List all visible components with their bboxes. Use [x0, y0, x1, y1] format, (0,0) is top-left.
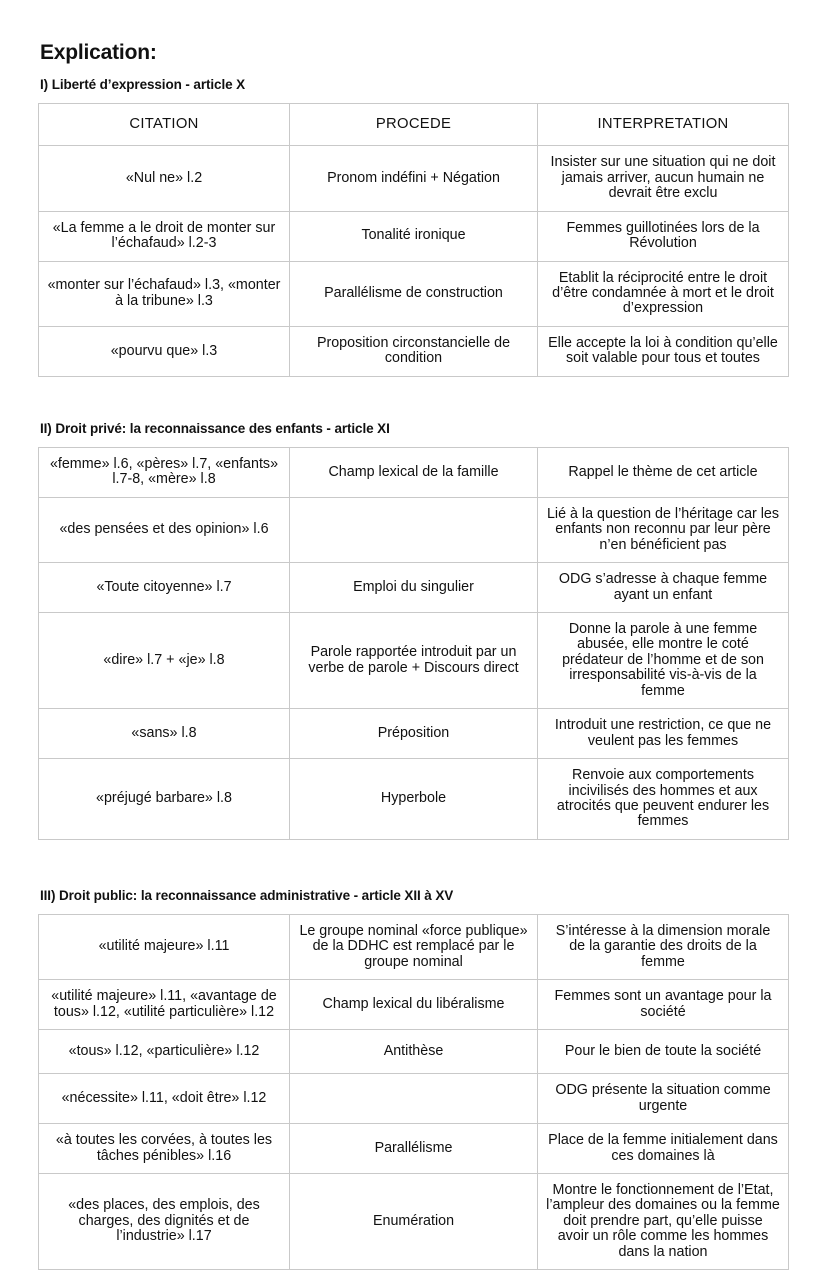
cell-interpretation: Pour le bien de toute la société — [538, 1030, 789, 1074]
table-row — [39, 1074, 789, 1124]
cell-procede: Proposition circonstancielle de condition — [290, 326, 538, 376]
section-heading-3: III) Droit public: la reconnaissance administrative - article XII à XV — [40, 887, 454, 903]
cell-procede: Pronom indéfini + Négation — [290, 146, 538, 211]
cell-interpretation: Elle accepte la loi à condition qu’elle soit valable pour tous et toutes — [538, 326, 789, 376]
cell-citation: «pourvu que» l.3 — [39, 326, 290, 376]
table-row — [39, 326, 789, 376]
analysis-table-1 — [38, 103, 789, 376]
table-row — [39, 497, 789, 562]
cell-procede: Emploi du singulier — [290, 563, 538, 613]
cell-procede: Antithèse — [290, 1030, 538, 1074]
cell-procede: Le groupe nominal «force publique» de la DDHC est remplacé par le groupe nominal — [290, 915, 538, 980]
column-header-citation: CITATION — [39, 104, 290, 146]
cell-interpretation: ODG s’adresse à chaque femme ayant un enfant — [538, 563, 789, 613]
cell-interpretation: Introduit une restriction, ce que ne veulent pas les femmes — [538, 709, 789, 759]
cell-procede — [290, 1074, 538, 1124]
cell-citation: «des pensées et des opinion» l.6 — [39, 497, 290, 562]
cell-citation: «sans» l.8 — [39, 709, 290, 759]
cell-citation: «à toutes les corvées, à toutes les tâches pénibles» l.16 — [39, 1124, 290, 1174]
table-row — [39, 759, 789, 840]
cell-interpretation: Etablit la réciprocité entre le droit d’être condamnée à mort et le droit d’expression — [538, 261, 789, 326]
table-row — [39, 915, 789, 980]
table-row — [39, 211, 789, 261]
cell-citation: «nécessite» l.11, «doit être» l.12 — [39, 1074, 290, 1124]
section-spacer — [38, 840, 790, 888]
section-heading-2: II) Droit privé: la reconnaissance des enfants - article XI — [40, 420, 390, 436]
cell-citation: «La femme a le droit de monter sur l’échafaud» l.2-3 — [39, 211, 290, 261]
cell-interpretation: Femmes guillotinées lors de la Révolution — [538, 211, 789, 261]
cell-interpretation: Montre le fonctionnement de l’Etat, l’ampleur des domaines ou la femme doit prendre part, qu’elle puisse avoir un rôle comme les hommes dans la nation — [538, 1173, 789, 1269]
cell-procede: Tonalité ironique — [290, 211, 538, 261]
cell-procede: Parallélisme — [290, 1124, 538, 1174]
cell-citation: «femme» l.6, «pères» l.7, «enfants» l.7-8, «mère» l.8 — [39, 447, 290, 497]
table-row — [39, 980, 789, 1030]
cell-citation: «monter sur l’échafaud» l.3, «monter à la tribune» l.3 — [39, 261, 290, 326]
section-spacer — [38, 377, 790, 421]
section-heading-1: I) Liberté d’expression - article X — [40, 77, 246, 93]
cell-interpretation: ODG présente la situation comme urgente — [538, 1074, 789, 1124]
table-row — [39, 709, 789, 759]
cell-citation: «Nul ne» l.2 — [39, 146, 290, 211]
cell-procede: Parallélisme de construction — [290, 261, 538, 326]
table-row — [39, 447, 789, 497]
table-row — [39, 146, 789, 211]
column-header-procede: PROCEDE — [290, 104, 538, 146]
table-row — [39, 261, 789, 326]
cell-procede: Parole rapportée introduit par un verbe de parole + Discours direct — [290, 613, 538, 709]
page-title: Explication: — [40, 41, 157, 64]
table-row — [39, 1124, 789, 1174]
table-row — [39, 104, 789, 146]
cell-procede: Préposition — [290, 709, 538, 759]
cell-interpretation: Place de la femme initialement dans ces domaines là — [538, 1124, 789, 1174]
cell-citation: «Toute citoyenne» l.7 — [39, 563, 290, 613]
cell-interpretation: Femmes sont un avantage pour la société — [538, 980, 789, 1030]
cell-citation: «utilité majeure» l.11 — [39, 915, 290, 980]
analysis-table-3 — [38, 914, 789, 1270]
cell-interpretation: Donne la parole à une femme abusée, elle montre le coté prédateur de l’homme et de son irresponsabilité vis-à-vis de la femme — [538, 613, 789, 709]
cell-interpretation: S’intéresse à la dimension morale de la garantie des droits de la femme — [538, 915, 789, 980]
cell-citation: «préjugé barbare» l.8 — [39, 759, 290, 840]
table-row — [39, 1030, 789, 1074]
cell-citation: «des places, des emplois, des charges, des dignités et de l’industrie» l.17 — [39, 1173, 290, 1269]
cell-procede: Enumération — [290, 1173, 538, 1269]
cell-procede — [290, 497, 538, 562]
cell-citation: «utilité majeure» l.11, «avantage de tous» l.12, «utilité particulière» l.12 — [39, 980, 290, 1030]
table-row — [39, 563, 789, 613]
cell-interpretation: Insister sur une situation qui ne doit jamais arriver, aucun humain ne devrait être exclu — [538, 146, 789, 211]
cell-interpretation: Rappel le thème de cet article — [538, 447, 789, 497]
cell-procede: Champ lexical de la famille — [290, 447, 538, 497]
cell-procede: Hyperbole — [290, 759, 538, 840]
table-row — [39, 1173, 789, 1269]
cell-interpretation: Lié à la question de l’héritage car les enfants non reconnu par leur père n’en bénéficient pas — [538, 497, 789, 562]
table-header-row — [39, 104, 789, 146]
cell-citation: «tous» l.12, «particulière» l.12 — [39, 1030, 290, 1074]
table-row — [39, 613, 789, 709]
analysis-table-2 — [38, 447, 789, 840]
cell-interpretation: Renvoie aux comportements incivilisés des hommes et aux atrocités que peuvent endurer les femmes — [538, 759, 789, 840]
cell-procede: Champ lexical du libéralisme — [290, 980, 538, 1030]
column-header-interpretation: INTERPRETATION — [538, 104, 789, 146]
cell-citation: «dire» l.7 + «je» l.8 — [39, 613, 290, 709]
